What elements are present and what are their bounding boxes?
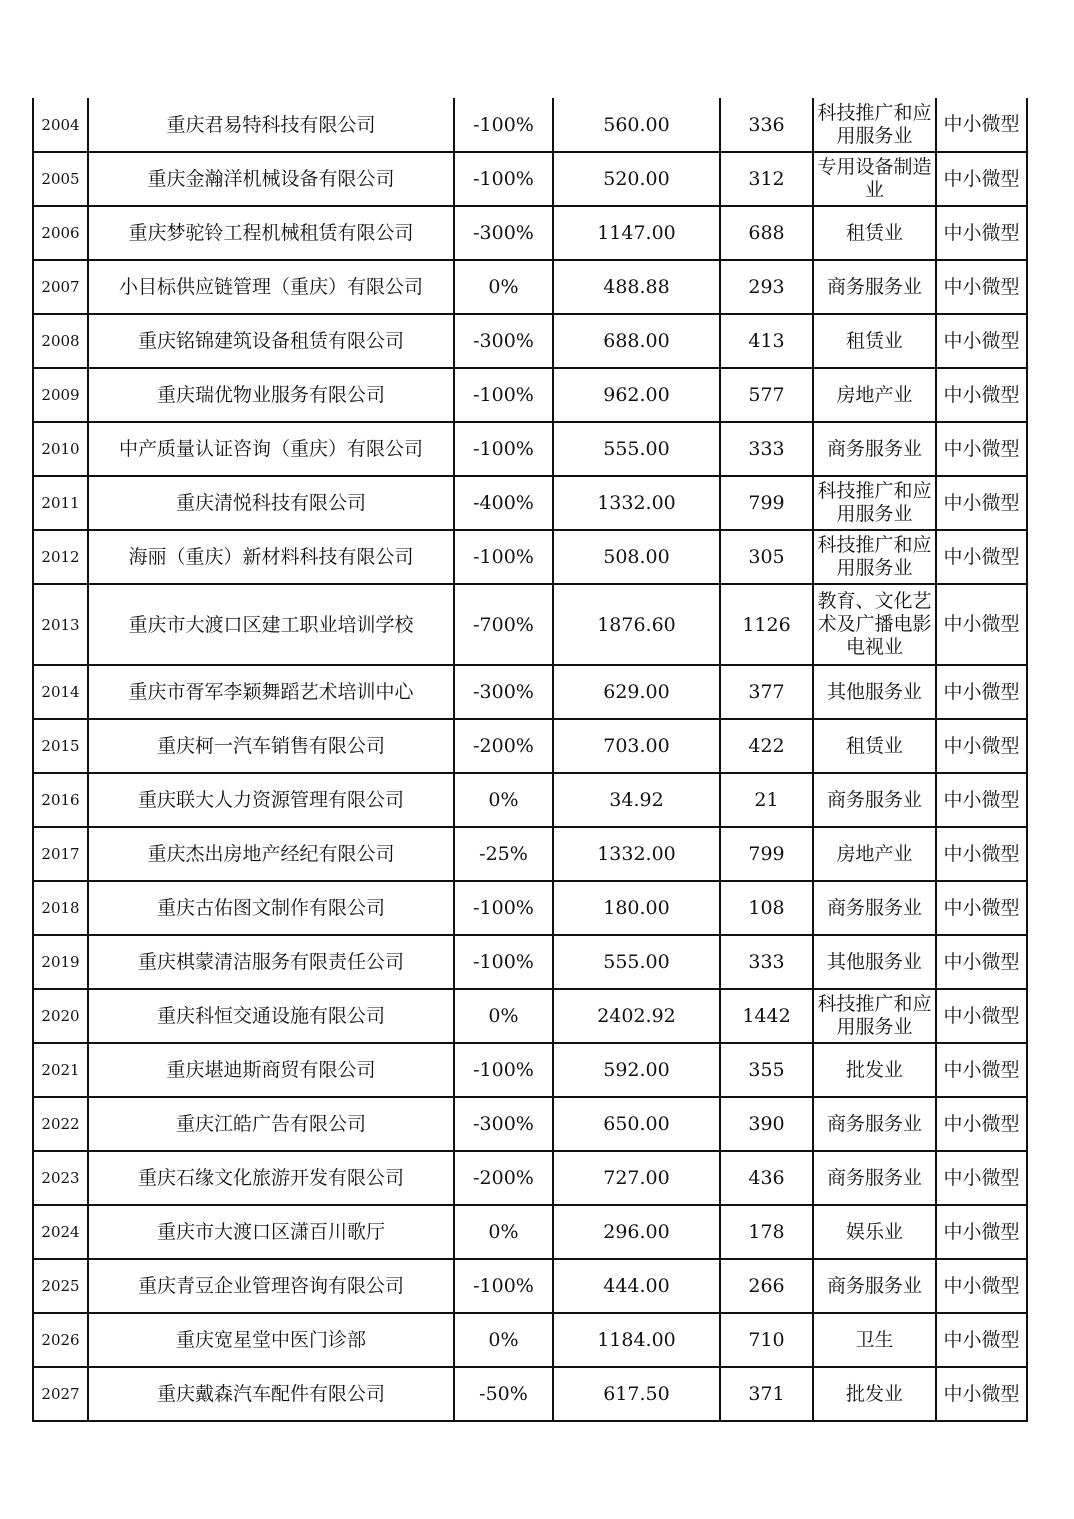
table-row <box>33 665 1027 719</box>
table-row <box>33 1043 1027 1097</box>
count-cell: 108 <box>720 881 813 935</box>
scale-cell: 中小微型 <box>936 530 1027 584</box>
table-row <box>33 773 1027 827</box>
industry-cell: 科技推广和应用服务业 <box>813 989 936 1043</box>
amount-cell: 617.50 <box>553 1367 720 1421</box>
percent-cell: 0% <box>454 773 553 827</box>
row-number-cell: 2016 <box>33 773 88 827</box>
industry-cell: 租赁业 <box>813 719 936 773</box>
company-name-cell: 重庆金瀚洋机械设备有限公司 <box>88 152 454 206</box>
table-row <box>33 1259 1027 1313</box>
scale-cell: 中小微型 <box>936 422 1027 476</box>
scale-cell: 中小微型 <box>936 314 1027 368</box>
table-row <box>33 530 1027 584</box>
row-number-cell: 2024 <box>33 1205 88 1259</box>
amount-cell: 560.00 <box>553 98 720 152</box>
table-row <box>33 827 1027 881</box>
percent-cell: -100% <box>454 935 553 989</box>
percent-cell: -50% <box>454 1367 553 1421</box>
row-number-cell: 2008 <box>33 314 88 368</box>
amount-cell: 488.88 <box>553 260 720 314</box>
industry-cell: 其他服务业 <box>813 665 936 719</box>
industry-cell: 商务服务业 <box>813 1259 936 1313</box>
company-name-cell: 重庆江皓广告有限公司 <box>88 1097 454 1151</box>
scale-cell: 中小微型 <box>936 1205 1027 1259</box>
scale-cell: 中小微型 <box>936 98 1027 152</box>
company-name-cell: 重庆堪迪斯商贸有限公司 <box>88 1043 454 1097</box>
scale-cell: 中小微型 <box>936 719 1027 773</box>
count-cell: 799 <box>720 476 813 530</box>
scale-cell: 中小微型 <box>936 368 1027 422</box>
percent-cell: -25% <box>454 827 553 881</box>
percent-cell: -100% <box>454 152 553 206</box>
percent-cell: 0% <box>454 260 553 314</box>
percent-cell: -200% <box>454 1151 553 1205</box>
table-row <box>33 314 1027 368</box>
row-number-cell: 2019 <box>33 935 88 989</box>
row-number-cell: 2010 <box>33 422 88 476</box>
amount-cell: 650.00 <box>553 1097 720 1151</box>
amount-cell: 296.00 <box>553 1205 720 1259</box>
amount-cell: 1332.00 <box>553 476 720 530</box>
amount-cell: 1147.00 <box>553 206 720 260</box>
row-number-cell: 2025 <box>33 1259 88 1313</box>
percent-cell: -100% <box>454 1259 553 1313</box>
scale-cell: 中小微型 <box>936 881 1027 935</box>
count-cell: 266 <box>720 1259 813 1313</box>
scale-cell: 中小微型 <box>936 935 1027 989</box>
scale-cell: 中小微型 <box>936 1043 1027 1097</box>
company-name-cell: 重庆科恒交通设施有限公司 <box>88 989 454 1043</box>
percent-cell: -100% <box>454 422 553 476</box>
company-name-cell: 小目标供应链管理（重庆）有限公司 <box>88 260 454 314</box>
industry-cell: 教育、文化艺术及广播电影电视业 <box>813 584 936 665</box>
row-number-cell: 2026 <box>33 1313 88 1367</box>
percent-cell: -100% <box>454 368 553 422</box>
count-cell: 436 <box>720 1151 813 1205</box>
count-cell: 336 <box>720 98 813 152</box>
count-cell: 1442 <box>720 989 813 1043</box>
enterprise-table <box>32 98 1028 1422</box>
table-row <box>33 1205 1027 1259</box>
row-number-cell: 2007 <box>33 260 88 314</box>
industry-cell: 娱乐业 <box>813 1205 936 1259</box>
row-number-cell: 2004 <box>33 98 88 152</box>
percent-cell: 0% <box>454 1313 553 1367</box>
company-name-cell: 重庆青豆企业管理咨询有限公司 <box>88 1259 454 1313</box>
company-name-cell: 重庆瑞优物业服务有限公司 <box>88 368 454 422</box>
industry-cell: 科技推广和应用服务业 <box>813 530 936 584</box>
company-name-cell: 重庆戴森汽车配件有限公司 <box>88 1367 454 1421</box>
scale-cell: 中小微型 <box>936 665 1027 719</box>
amount-cell: 508.00 <box>553 530 720 584</box>
table-row <box>33 98 1027 152</box>
scale-cell: 中小微型 <box>936 1313 1027 1367</box>
count-cell: 21 <box>720 773 813 827</box>
count-cell: 312 <box>720 152 813 206</box>
amount-cell: 520.00 <box>553 152 720 206</box>
count-cell: 422 <box>720 719 813 773</box>
scale-cell: 中小微型 <box>936 1259 1027 1313</box>
row-number-cell: 2005 <box>33 152 88 206</box>
row-number-cell: 2011 <box>33 476 88 530</box>
company-name-cell: 重庆联大人力资源管理有限公司 <box>88 773 454 827</box>
amount-cell: 688.00 <box>553 314 720 368</box>
table-row <box>33 935 1027 989</box>
industry-cell: 其他服务业 <box>813 935 936 989</box>
percent-cell: -100% <box>454 1043 553 1097</box>
scale-cell: 中小微型 <box>936 476 1027 530</box>
scale-cell: 中小微型 <box>936 989 1027 1043</box>
data-table-container <box>32 98 1026 1422</box>
count-cell: 333 <box>720 422 813 476</box>
company-name-cell: 重庆宽星堂中医门诊部 <box>88 1313 454 1367</box>
count-cell: 688 <box>720 206 813 260</box>
row-number-cell: 2014 <box>33 665 88 719</box>
amount-cell: 1184.00 <box>553 1313 720 1367</box>
table-row <box>33 260 1027 314</box>
company-name-cell: 重庆杰出房地产经纪有限公司 <box>88 827 454 881</box>
company-name-cell: 重庆市胥军李颖舞蹈艺术培训中心 <box>88 665 454 719</box>
row-number-cell: 2009 <box>33 368 88 422</box>
industry-cell: 专用设备制造业 <box>813 152 936 206</box>
scale-cell: 中小微型 <box>936 1097 1027 1151</box>
count-cell: 355 <box>720 1043 813 1097</box>
amount-cell: 1332.00 <box>553 827 720 881</box>
count-cell: 178 <box>720 1205 813 1259</box>
industry-cell: 批发业 <box>813 1043 936 1097</box>
percent-cell: -300% <box>454 206 553 260</box>
industry-cell: 商务服务业 <box>813 773 936 827</box>
table-row <box>33 1151 1027 1205</box>
company-name-cell: 重庆市大渡口区建工职业培训学校 <box>88 584 454 665</box>
row-number-cell: 2012 <box>33 530 88 584</box>
scale-cell: 中小微型 <box>936 827 1027 881</box>
company-name-cell: 重庆君易特科技有限公司 <box>88 98 454 152</box>
row-number-cell: 2027 <box>33 1367 88 1421</box>
table-row <box>33 881 1027 935</box>
industry-cell: 房地产业 <box>813 827 936 881</box>
industry-cell: 科技推广和应用服务业 <box>813 476 936 530</box>
table-row <box>33 1313 1027 1367</box>
company-name-cell: 重庆梦驼铃工程机械租赁有限公司 <box>88 206 454 260</box>
row-number-cell: 2006 <box>33 206 88 260</box>
company-name-cell: 重庆古佑图文制作有限公司 <box>88 881 454 935</box>
industry-cell: 房地产业 <box>813 368 936 422</box>
count-cell: 377 <box>720 665 813 719</box>
company-name-cell: 重庆清悦科技有限公司 <box>88 476 454 530</box>
percent-cell: -100% <box>454 530 553 584</box>
industry-cell: 科技推广和应用服务业 <box>813 98 936 152</box>
percent-cell: -700% <box>454 584 553 665</box>
industry-cell: 批发业 <box>813 1367 936 1421</box>
amount-cell: 34.92 <box>553 773 720 827</box>
count-cell: 390 <box>720 1097 813 1151</box>
table-row <box>33 476 1027 530</box>
row-number-cell: 2015 <box>33 719 88 773</box>
industry-cell: 商务服务业 <box>813 260 936 314</box>
amount-cell: 444.00 <box>553 1259 720 1313</box>
row-number-cell: 2018 <box>33 881 88 935</box>
table-row <box>33 719 1027 773</box>
scale-cell: 中小微型 <box>936 1367 1027 1421</box>
percent-cell: 0% <box>454 1205 553 1259</box>
company-name-cell: 重庆石缘文化旅游开发有限公司 <box>88 1151 454 1205</box>
industry-cell: 商务服务业 <box>813 1151 936 1205</box>
amount-cell: 555.00 <box>553 422 720 476</box>
percent-cell: -200% <box>454 719 553 773</box>
industry-cell: 租赁业 <box>813 206 936 260</box>
row-number-cell: 2022 <box>33 1097 88 1151</box>
company-name-cell: 重庆市大渡口区潇百川歌厅 <box>88 1205 454 1259</box>
industry-cell: 租赁业 <box>813 314 936 368</box>
row-number-cell: 2021 <box>33 1043 88 1097</box>
count-cell: 710 <box>720 1313 813 1367</box>
count-cell: 799 <box>720 827 813 881</box>
industry-cell: 商务服务业 <box>813 881 936 935</box>
company-name-cell: 重庆铭锦建筑设备租赁有限公司 <box>88 314 454 368</box>
industry-cell: 商务服务业 <box>813 422 936 476</box>
row-number-cell: 2020 <box>33 989 88 1043</box>
percent-cell: -100% <box>454 881 553 935</box>
amount-cell: 629.00 <box>553 665 720 719</box>
amount-cell: 703.00 <box>553 719 720 773</box>
table-row <box>33 422 1027 476</box>
table-body <box>33 98 1027 1421</box>
table-row <box>33 152 1027 206</box>
table-row <box>33 368 1027 422</box>
table-row <box>33 206 1027 260</box>
count-cell: 577 <box>720 368 813 422</box>
amount-cell: 180.00 <box>553 881 720 935</box>
count-cell: 293 <box>720 260 813 314</box>
count-cell: 1126 <box>720 584 813 665</box>
row-number-cell: 2023 <box>33 1151 88 1205</box>
percent-cell: 0% <box>454 989 553 1043</box>
percent-cell: -400% <box>454 476 553 530</box>
scale-cell: 中小微型 <box>936 1151 1027 1205</box>
amount-cell: 555.00 <box>553 935 720 989</box>
scale-cell: 中小微型 <box>936 152 1027 206</box>
industry-cell: 商务服务业 <box>813 1097 936 1151</box>
industry-cell: 卫生 <box>813 1313 936 1367</box>
table-row <box>33 584 1027 665</box>
percent-cell: -300% <box>454 314 553 368</box>
amount-cell: 727.00 <box>553 1151 720 1205</box>
amount-cell: 592.00 <box>553 1043 720 1097</box>
scale-cell: 中小微型 <box>936 584 1027 665</box>
count-cell: 333 <box>720 935 813 989</box>
company-name-cell: 中产质量认证咨询（重庆）有限公司 <box>88 422 454 476</box>
percent-cell: -100% <box>454 98 553 152</box>
percent-cell: -300% <box>454 665 553 719</box>
scale-cell: 中小微型 <box>936 773 1027 827</box>
amount-cell: 2402.92 <box>553 989 720 1043</box>
amount-cell: 1876.60 <box>553 584 720 665</box>
count-cell: 413 <box>720 314 813 368</box>
table-row <box>33 1367 1027 1421</box>
percent-cell: -300% <box>454 1097 553 1151</box>
company-name-cell: 重庆棋蒙清洁服务有限责任公司 <box>88 935 454 989</box>
company-name-cell: 海丽（重庆）新材料科技有限公司 <box>88 530 454 584</box>
count-cell: 305 <box>720 530 813 584</box>
amount-cell: 962.00 <box>553 368 720 422</box>
company-name-cell: 重庆柯一汽车销售有限公司 <box>88 719 454 773</box>
table-row <box>33 989 1027 1043</box>
scale-cell: 中小微型 <box>936 260 1027 314</box>
count-cell: 371 <box>720 1367 813 1421</box>
table-row <box>33 1097 1027 1151</box>
row-number-cell: 2017 <box>33 827 88 881</box>
scale-cell: 中小微型 <box>936 206 1027 260</box>
row-number-cell: 2013 <box>33 584 88 665</box>
